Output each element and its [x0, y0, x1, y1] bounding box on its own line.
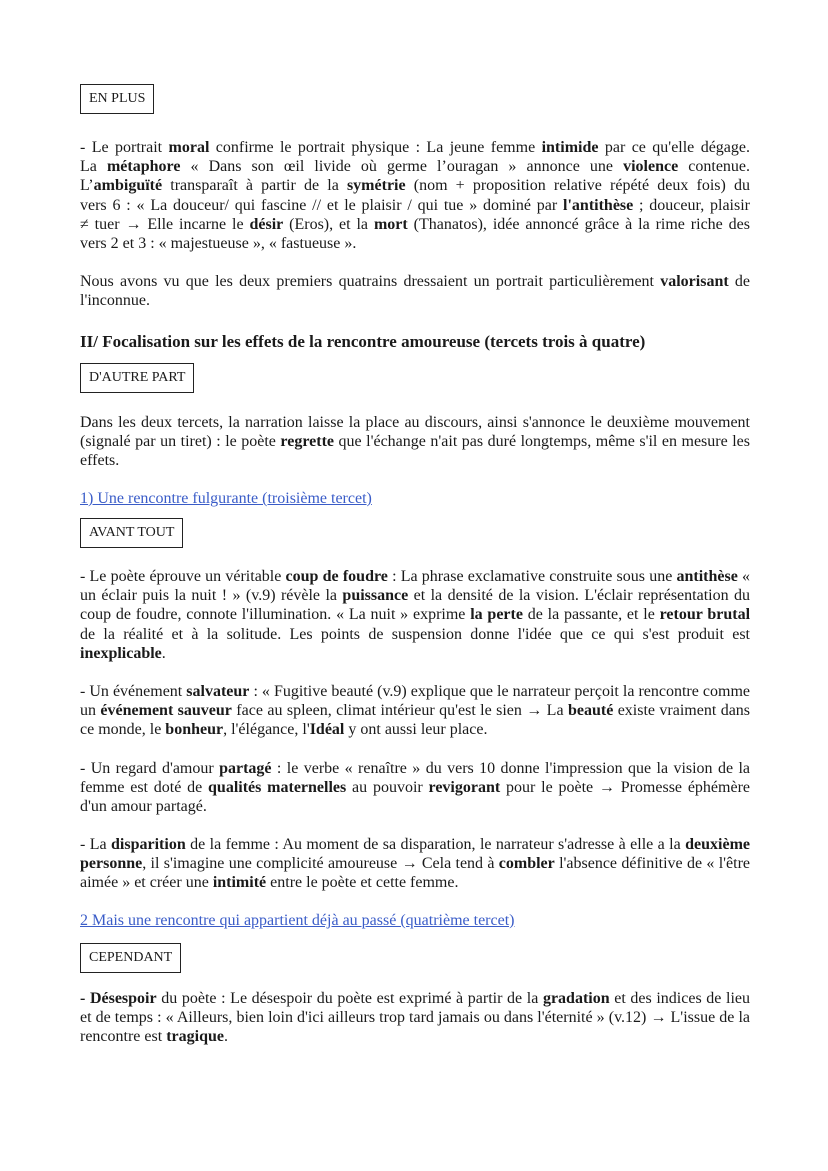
- paragraph-conclusion-quatrains: Nous avons vu que les deux premiers quatrains dressaient un portrait particulièrement valorisant de l'inconnue.: [80, 273, 750, 310]
- paragraph-desespoir: - Désespoir du poète : Le désespoir du poète est exprimé à partir de la gradation et des indices de lieu et de temps : « Ailleurs, bien loin d'ici ailleurs trop tard jamais ou dans l'éternité » (v.12) → L'issue de la rencontre est tragique.: [80, 990, 751, 1046]
- label-text: D'AUTRE PART: [89, 370, 186, 385]
- label-text: CEPENDANT: [89, 950, 173, 965]
- paragraph-evenement-salvateur: - Un événement salvateur : « Fugitive beauté (v.9) explique que le narrateur perçoit la rencontre comme un événement sauveur face au spleen, climat intérieur qu'est le sien → La beauté existe vraiment dans ce monde, le bonheur, l'élégance, l'Idéal y ont aussi leur place.: [80, 683, 751, 739]
- subsection-link-rencontre-fulgurante[interactable]: 1) Une rencontre fulgurante (troisième tercet): [80, 490, 372, 507]
- paragraph-deuxieme-mouvement: Dans les deux tercets, la narration laisse la place au discours, ainsi s'annonce le deuxième mouvement (signalé par un tiret) : le poète regrette que l'échange n'ait pas duré longtemps, même s'il en mesure les effets.: [80, 414, 750, 470]
- subsection-link-rencontre-passee[interactable]: 2 Mais une rencontre qui appartient déjà au passé (quatrième tercet): [80, 912, 515, 929]
- paragraph-coup-de-foudre: - Le poète éprouve un véritable coup de foudre : La phrase exclamative construite sous une antithèse « un éclair puis la nuit ! » (v.9) révèle la puissance et la densité de la vision. L'éclair représentation du coup de foudre, connote l'illumination. « La nuit » exprime la perte de la passante, et le retour brutal de la réalité et à la solitude. Les points de suspension donne l'idée que ce qui s'est produit est inexplicable.: [80, 568, 751, 662]
- section-heading: II/ Focalisation sur les effets de la rencontre amoureuse (tercets trois à quatre): [80, 332, 646, 351]
- label-text: AVANT TOUT: [89, 525, 175, 540]
- label-box-avant-tout: [80, 518, 183, 548]
- paragraph-regard-partage: - Un regard d'amour partagé : le verbe « renaître » du vers 10 donne l'impression que la vision de la femme est doté de qualités maternelles au pouvoir revigorant pour le poète → Promesse éphémère d'un amour partagé.: [80, 760, 751, 816]
- label-box-cependant: [80, 943, 181, 973]
- label-text: EN PLUS: [89, 91, 146, 106]
- label-box-d-autre-part: [80, 363, 194, 393]
- paragraph-disparition: - La disparition de la femme : Au moment de sa disparation, le narrateur s'adresse à elle a la deuxième personne, il s'imagine une complicité amoureuse → Cela tend à combler l'absence définitive de « l'être aimée » et créer une intimité entre le poète et cette femme.: [80, 836, 751, 892]
- paragraph-portrait-moral: - Le portrait moral confirme le portrait physique : La jeune femme intimide par ce qu'elle dégage. La métaphore « Dans son œil livide où germe l’ouragan » annonce une violence contenue. L’ambiguïté transparaît à partir de la symétrie (nom + proposition relative répété deux fois) du vers 6 : « La douceur/ qui fascine // et le plaisir / qui tue » dominé par l'antithèse ; douceur, plaisir ≠ tuer → Elle incarne le désir (Eros), et la mort (Thanatos), idée annoncé grâce à la rime riche des vers 2 et 3 : « majestueuse », « fastueuse ».: [80, 139, 751, 253]
- label-box-en-plus: [80, 84, 154, 114]
